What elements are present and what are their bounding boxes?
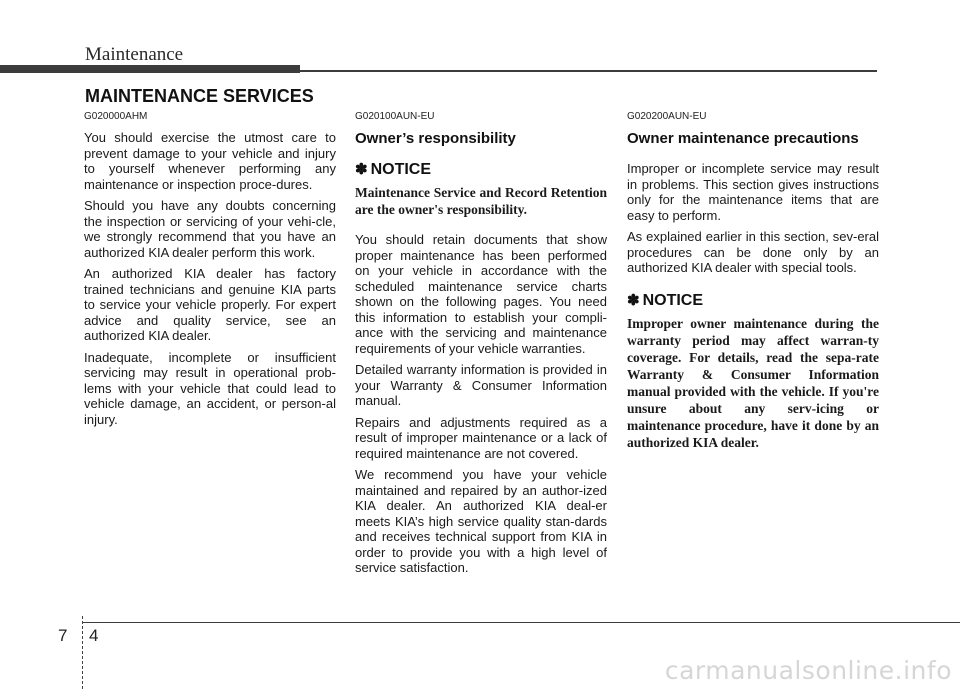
body-paragraph: Repairs and adjustments required as a result of improper maintenance or a lack of required maintenance are not covered. xyxy=(355,414,607,461)
section-code: G020100AUN-EU xyxy=(355,111,435,122)
body-paragraph: You should exercise the utmost care to prevent damage to your vehicle and injury to yourself whenever performing any maintenance or inspection proce-dures. xyxy=(84,130,336,192)
notice-icon: ✽ xyxy=(627,291,640,309)
body-paragraph: Improper or incomplete service may result in problems. This section gives instructions only for the maintenance items that are easy to perform. xyxy=(627,161,879,223)
body-paragraph: Detailed warranty information is provided in your Warranty & Consumer Information manual. xyxy=(355,362,607,408)
notice-text: Maintenance Service and Record Retention are the owner's responsibility. xyxy=(355,185,607,217)
footer-divider xyxy=(82,616,84,689)
header-bar-thin xyxy=(300,70,877,72)
body-paragraph: We recommend you have your vehicle maintained and repaired by an author-ized KIA dealer. An authorized KIA deal-er meets KIA’s high service quality stan-dards and receives technical support from KIA in order to provide you with a high level of service satisfaction. xyxy=(355,467,607,575)
body-paragraph: Should you have any doubts concerning the inspection or servicing of your vehi-cle, we strongly recommend that you have an authorized KIA dealer perform this work. xyxy=(84,198,336,260)
footer-line xyxy=(83,622,960,623)
page-number: 4 xyxy=(89,626,99,645)
notice-label: NOTICE xyxy=(370,161,432,178)
body-paragraph: An authorized KIA dealer has factory trained technicians and genuine KIA parts to service your vehicle properly. For expert advice and quality service, see an authorized KIA dealer. xyxy=(84,266,336,343)
owners-responsibility-heading: Owner’s responsibility xyxy=(355,130,516,147)
column-2 xyxy=(355,111,607,582)
notice-heading xyxy=(355,161,607,179)
notice-heading xyxy=(627,292,879,310)
section-code: G020200AUN-EU xyxy=(627,111,707,122)
header-bar-thick xyxy=(0,65,300,73)
section-code: G020000AHM xyxy=(84,111,148,122)
chapter-number: 7 xyxy=(58,626,68,645)
body-paragraph: Inadequate, incomplete or insufficient servicing may result in operational prob-lems with your vehicle that could lead to vehicle damage, an accident, or person-al injury. xyxy=(84,349,336,427)
body-paragraph: As explained earlier in this section, sev-eral procedures can be done only by an authorized KIA dealer with special tools. xyxy=(627,229,879,275)
notice-label: NOTICE xyxy=(642,291,704,309)
column-3 xyxy=(627,111,879,465)
page-header-title: Maintenance xyxy=(85,44,184,65)
watermark: carmanualsonline.info xyxy=(664,656,952,685)
body-paragraph: You should retain documents that show proper maintenance has been performed on your vehicle in accordance with the scheduled maintenance service charts shown on the following pages. You need this information to establish your compli-ance with the servicing and maintenance requirements of your vehicle warranties. xyxy=(355,232,607,356)
notice-icon: ✽ xyxy=(355,161,368,178)
notice-text: Improper owner maintenance during the warranty period may affect warran-ty coverage. For details, read the sepa-rate Warranty & Consumer Information manual provided with the vehicle. If you're unsure about any serv-icing or maintenance procedure, have it done by an authorized KIA dealer. xyxy=(627,315,879,450)
section-title: MAINTENANCE SERVICES xyxy=(85,86,314,106)
column-1 xyxy=(84,111,336,433)
owner-maintenance-precautions-heading: Owner maintenance precautions xyxy=(627,130,859,147)
